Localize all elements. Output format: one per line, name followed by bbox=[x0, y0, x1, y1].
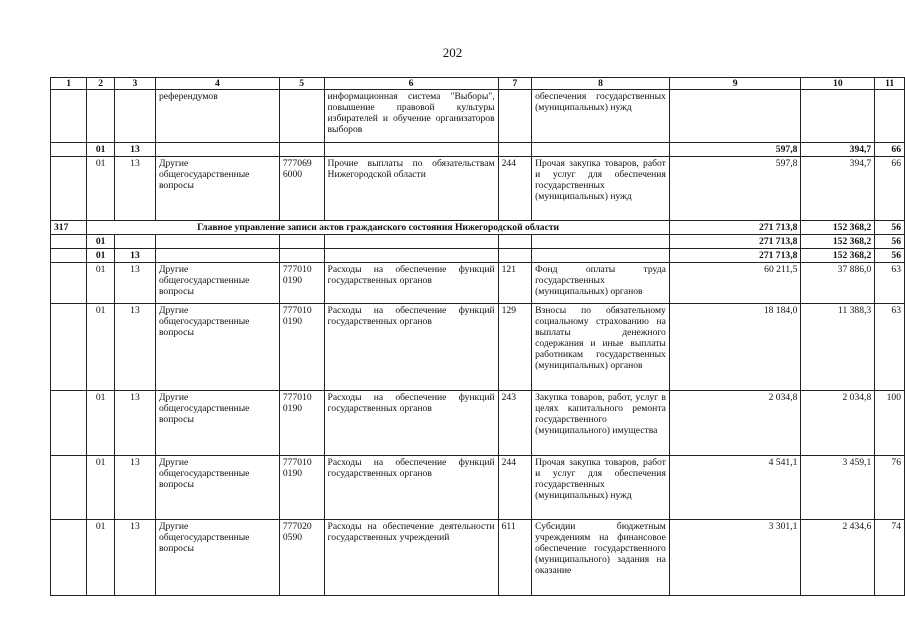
cell-target-name: Расходы на обеспечение функций государственных органов bbox=[324, 456, 498, 520]
cell-expense-name bbox=[532, 235, 670, 249]
cell-subdivision bbox=[114, 90, 155, 143]
cell-target-code: 777020 0590 bbox=[279, 520, 324, 596]
cell-actual bbox=[801, 90, 875, 143]
cell-expense-name: обеспечения государственных (муниципальных) нужд bbox=[532, 90, 670, 143]
table-row bbox=[51, 304, 905, 391]
cell-division: 01 bbox=[87, 456, 115, 520]
cell-subdivision: 13 bbox=[114, 143, 155, 157]
cell-section bbox=[51, 456, 87, 520]
cell-plan: 271 713,8 bbox=[669, 235, 801, 249]
cell-expense-type: 244 bbox=[498, 157, 532, 221]
cell-target-name: информационная система "Выборы", повышение правовой культуры избирателей и обучение организаторов выборов bbox=[324, 90, 498, 143]
cell-actual: 37 886,0 bbox=[801, 263, 875, 304]
cell-percent bbox=[875, 90, 905, 143]
cell-division: 01 bbox=[87, 263, 115, 304]
cell-target-name: Расходы на обеспечение функций государственных органов bbox=[324, 263, 498, 304]
table-row bbox=[51, 249, 905, 263]
cell-subdivision bbox=[114, 235, 155, 249]
table-row bbox=[51, 143, 905, 157]
cell-expense-name: Взносы по обязательному социальному страхованию на выплаты денежного содержания и иные выплаты работникам государственных (муниципальных) органов bbox=[532, 304, 670, 391]
cell-plan: 4 541,1 bbox=[669, 456, 801, 520]
cell-division: 01 bbox=[87, 520, 115, 596]
cell-expense-name: Прочая закупка товаров, работ и услуг для обеспечения государственных (муниципальных) нужд bbox=[532, 157, 670, 221]
cell-percent: 100 bbox=[875, 391, 905, 456]
cell-percent: 66 bbox=[875, 157, 905, 221]
cell-expense-type: 611 bbox=[498, 520, 532, 596]
cell-percent: 76 bbox=[875, 456, 905, 520]
cell-expense-type: 129 bbox=[498, 304, 532, 391]
cell-expense-name bbox=[532, 249, 670, 263]
cell-plan: 271 713,8 bbox=[669, 221, 801, 235]
table-row bbox=[51, 235, 905, 249]
cell-division: 01 bbox=[87, 304, 115, 391]
cell-expense-name: Прочая закупка товаров, работ и услуг для обеспечения государственных (муниципальных) нужд bbox=[532, 456, 670, 520]
cell-expense-name: Субсидии бюджетным учреждениям на финансовое обеспечение государственного (муниципального) задания на оказание bbox=[532, 520, 670, 596]
cell-percent: 74 bbox=[875, 520, 905, 596]
cell-section bbox=[51, 391, 87, 456]
cell-actual: 2 034,8 bbox=[801, 391, 875, 456]
cell-expense-type bbox=[498, 143, 532, 157]
table-row bbox=[51, 391, 905, 456]
header-cell: 5 bbox=[279, 78, 324, 90]
cell-expense-type bbox=[498, 249, 532, 263]
cell-section bbox=[51, 263, 87, 304]
cell-section bbox=[51, 90, 87, 143]
header-cell: 4 bbox=[155, 78, 279, 90]
cell-name bbox=[155, 249, 279, 263]
table-row bbox=[51, 157, 905, 221]
cell-division: 01 bbox=[87, 249, 115, 263]
table-row bbox=[51, 520, 905, 596]
cell-percent: 56 bbox=[875, 221, 905, 235]
header-cell: 3 bbox=[114, 78, 155, 90]
cell-target-name bbox=[324, 143, 498, 157]
cell-subdivision: 13 bbox=[114, 263, 155, 304]
cell-percent: 63 bbox=[875, 263, 905, 304]
cell-subdivision: 13 bbox=[114, 157, 155, 221]
cell-expense-type: 244 bbox=[498, 456, 532, 520]
cell-name: Другие общегосударственные вопросы bbox=[155, 391, 279, 456]
cell-target-code: 777010 0190 bbox=[279, 304, 324, 391]
cell-actual: 152 368,2 bbox=[801, 221, 875, 235]
cell-subdivision: 13 bbox=[114, 304, 155, 391]
cell-expense-type bbox=[498, 235, 532, 249]
cell-actual: 11 388,3 bbox=[801, 304, 875, 391]
cell-target-code bbox=[279, 90, 324, 143]
cell-plan: 18 184,0 bbox=[669, 304, 801, 391]
cell-target-code bbox=[279, 249, 324, 263]
cell-expense-type: 243 bbox=[498, 391, 532, 456]
cell-name: Другие общегосударственные вопросы bbox=[155, 456, 279, 520]
cell-target-code: 777010 0190 bbox=[279, 263, 324, 304]
page-number: 202 bbox=[442, 45, 463, 60]
cell-name: Другие общегосударственные вопросы bbox=[155, 263, 279, 304]
header-cell: 11 bbox=[875, 78, 905, 90]
header-cell: 1 bbox=[51, 78, 87, 90]
header-cell: 2 bbox=[87, 78, 115, 90]
cell-section bbox=[51, 249, 87, 263]
cell-subdivision: 13 bbox=[114, 391, 155, 456]
cell-plan: 3 301,1 bbox=[669, 520, 801, 596]
cell-plan: 597,8 bbox=[669, 143, 801, 157]
cell-target-code: 777069 6000 bbox=[279, 157, 324, 221]
cell-plan: 2 034,8 bbox=[669, 391, 801, 456]
cell-subdivision: 13 bbox=[114, 520, 155, 596]
cell-name: Другие общегосударственные вопросы bbox=[155, 520, 279, 596]
budget-table bbox=[50, 77, 905, 596]
table-row bbox=[51, 90, 905, 143]
cell-plan: 271 713,8 bbox=[669, 249, 801, 263]
cell-name: Другие общегосударственные вопросы bbox=[155, 304, 279, 391]
header-cell: 10 bbox=[801, 78, 875, 90]
cell-target-code bbox=[279, 143, 324, 157]
cell-percent: 56 bbox=[875, 235, 905, 249]
cell-name: Другие общегосударственные вопросы bbox=[155, 157, 279, 221]
cell-plan: 597,8 bbox=[669, 157, 801, 221]
cell-section bbox=[51, 143, 87, 157]
table-row bbox=[51, 456, 905, 520]
header-cell: 8 bbox=[532, 78, 670, 90]
table-row-organization bbox=[51, 221, 905, 235]
cell-percent: 56 bbox=[875, 249, 905, 263]
cell-section bbox=[51, 520, 87, 596]
cell-name: референдумов bbox=[155, 90, 279, 143]
cell-subdivision: 13 bbox=[114, 456, 155, 520]
cell-percent: 63 bbox=[875, 304, 905, 391]
cell-actual: 152 368,2 bbox=[801, 249, 875, 263]
header-cell: 7 bbox=[498, 78, 532, 90]
cell-target-name: Расходы на обеспечение функций государственных органов bbox=[324, 304, 498, 391]
cell-expense-type: 121 bbox=[498, 263, 532, 304]
cell-expense-name: Закупка товаров, работ, услуг в целях капитального ремонта государственного (муниципального) имущества bbox=[532, 391, 670, 456]
cell-target-name bbox=[324, 249, 498, 263]
cell-target-code: 777010 0190 bbox=[279, 391, 324, 456]
cell-target-code bbox=[279, 235, 324, 249]
cell-target-name bbox=[324, 235, 498, 249]
cell-section bbox=[51, 304, 87, 391]
cell-plan: 60 211,5 bbox=[669, 263, 801, 304]
cell-actual: 394,7 bbox=[801, 143, 875, 157]
table-header-row bbox=[51, 78, 905, 90]
cell-target-code: 777010 0190 bbox=[279, 456, 324, 520]
cell-section bbox=[51, 157, 87, 221]
header-cell: 6 bbox=[324, 78, 498, 90]
cell-actual: 3 459,1 bbox=[801, 456, 875, 520]
cell-section: 317 bbox=[51, 221, 87, 235]
cell-expense-name: Фонд оплаты труда государственных (муниципальных) органов bbox=[532, 263, 670, 304]
cell-expense-type bbox=[498, 90, 532, 143]
cell-subdivision: 13 bbox=[114, 249, 155, 263]
cell-target-name: Расходы на обеспечение функций государственных органов bbox=[324, 391, 498, 456]
cell-division: 01 bbox=[87, 391, 115, 456]
cell-target-name: Расходы на обеспечение деятельности государственных учреждений bbox=[324, 520, 498, 596]
cell-target-name: Прочие выплаты по обязательствам Нижегородской области bbox=[324, 157, 498, 221]
header-cell: 9 bbox=[669, 78, 801, 90]
cell-actual: 2 434,6 bbox=[801, 520, 875, 596]
cell-percent: 66 bbox=[875, 143, 905, 157]
cell-division: 01 bbox=[87, 235, 115, 249]
organization-title: Главное управление записи актов гражданского состояния Нижегородской области bbox=[87, 221, 669, 235]
cell-name bbox=[155, 235, 279, 249]
table-row bbox=[51, 263, 905, 304]
cell-plan bbox=[669, 90, 801, 143]
cell-actual: 152 368,2 bbox=[801, 235, 875, 249]
cell-section bbox=[51, 235, 87, 249]
cell-name bbox=[155, 143, 279, 157]
cell-actual: 394,7 bbox=[801, 157, 875, 221]
cell-division: 01 bbox=[87, 143, 115, 157]
cell-expense-name bbox=[532, 143, 670, 157]
cell-division: 01 bbox=[87, 157, 115, 221]
cell-division bbox=[87, 90, 115, 143]
